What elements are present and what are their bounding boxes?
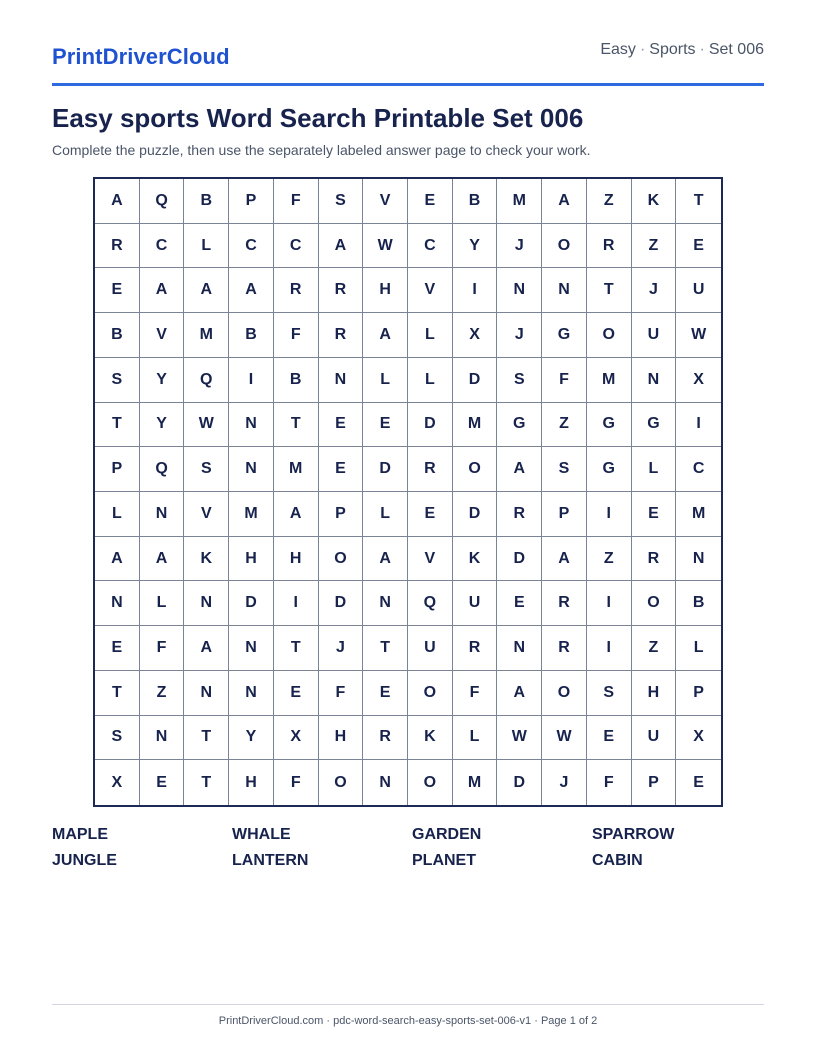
grid-cell[interactable]: L: [363, 492, 408, 537]
grid-cell[interactable]: K: [453, 537, 498, 582]
grid-cell[interactable]: T: [587, 268, 632, 313]
grid-cell[interactable]: X: [676, 358, 721, 403]
grid-cell[interactable]: F: [587, 760, 632, 805]
grid-cell[interactable]: N: [95, 581, 140, 626]
grid-cell[interactable]: O: [319, 537, 364, 582]
page-footer: [52, 1004, 764, 1027]
grid-cell[interactable]: V: [184, 492, 229, 537]
grid-cell[interactable]: P: [319, 492, 364, 537]
grid-cell[interactable]: G: [587, 403, 632, 448]
grid-cell[interactable]: I: [229, 358, 274, 403]
breadcrumb-separator: ·: [699, 41, 705, 58]
grid-cell[interactable]: B: [453, 179, 498, 224]
grid-cell[interactable]: V: [408, 268, 453, 313]
grid-cell[interactable]: V: [363, 179, 408, 224]
grid-cell[interactable]: B: [274, 358, 319, 403]
grid-cell[interactable]: I: [587, 492, 632, 537]
grid-cell[interactable]: U: [632, 313, 677, 358]
page-subtitle: Complete the puzzle, then use the separately labeled answer page to check your work.: [52, 142, 591, 158]
grid-cell[interactable]: I: [676, 403, 721, 448]
grid-cell[interactable]: W: [363, 224, 408, 269]
grid-cell[interactable]: N: [184, 581, 229, 626]
grid-cell[interactable]: P: [632, 760, 677, 805]
grid-cell[interactable]: L: [363, 358, 408, 403]
grid-cell[interactable]: O: [632, 581, 677, 626]
grid-cell[interactable]: B: [229, 313, 274, 358]
grid-cell[interactable]: P: [95, 447, 140, 492]
grid-cell[interactable]: R: [319, 313, 364, 358]
grid-cell[interactable]: M: [229, 492, 274, 537]
footer-separator: ·: [534, 1015, 541, 1027]
grid-cell[interactable]: C: [676, 447, 721, 492]
grid-cell[interactable]: W: [542, 716, 587, 761]
grid-cell[interactable]: Z: [587, 537, 632, 582]
grid-cell[interactable]: A: [140, 268, 185, 313]
grid-cell[interactable]: Q: [140, 447, 185, 492]
grid-cell[interactable]: J: [542, 760, 587, 805]
page-header: [52, 38, 764, 86]
grid-cell[interactable]: Y: [453, 224, 498, 269]
word-list-item: CABIN: [592, 852, 643, 869]
grid-cell[interactable]: E: [632, 492, 677, 537]
grid-cell[interactable]: S: [542, 447, 587, 492]
grid-cell[interactable]: S: [95, 716, 140, 761]
breadcrumb-separator: ·: [639, 41, 646, 58]
grid-cell[interactable]: B: [676, 581, 721, 626]
grid-cell[interactable]: E: [95, 268, 140, 313]
grid-cell[interactable]: H: [363, 268, 408, 313]
grid-cell[interactable]: A: [363, 537, 408, 582]
grid-cell[interactable]: N: [184, 671, 229, 716]
grid-cell[interactable]: R: [542, 626, 587, 671]
grid-cell[interactable]: E: [319, 403, 364, 448]
grid-cell[interactable]: U: [632, 716, 677, 761]
grid-cell[interactable]: D: [497, 760, 542, 805]
grid-cell[interactable]: L: [408, 313, 453, 358]
grid-cell[interactable]: A: [363, 313, 408, 358]
grid-cell[interactable]: N: [542, 268, 587, 313]
grid-cell[interactable]: R: [319, 268, 364, 313]
word-list-item: MAPLE: [52, 826, 108, 843]
grid-cell[interactable]: B: [184, 179, 229, 224]
grid-cell[interactable]: N: [632, 358, 677, 403]
grid-cell[interactable]: N: [140, 492, 185, 537]
grid-cell[interactable]: T: [184, 716, 229, 761]
grid-cell[interactable]: F: [453, 671, 498, 716]
grid-cell[interactable]: F: [542, 358, 587, 403]
breadcrumb: [600, 41, 764, 59]
grid-cell[interactable]: C: [408, 224, 453, 269]
grid-cell[interactable]: W: [497, 716, 542, 761]
grid-cell[interactable]: N: [676, 537, 721, 582]
grid-cell[interactable]: Y: [229, 716, 274, 761]
grid-cell[interactable]: X: [676, 716, 721, 761]
grid-cell[interactable]: I: [274, 581, 319, 626]
grid-cell[interactable]: J: [632, 268, 677, 313]
grid-cell[interactable]: Y: [140, 403, 185, 448]
grid-cell[interactable]: P: [542, 492, 587, 537]
grid-cell[interactable]: K: [632, 179, 677, 224]
grid-cell[interactable]: J: [319, 626, 364, 671]
grid-cell[interactable]: F: [319, 671, 364, 716]
grid-cell[interactable]: O: [453, 447, 498, 492]
breadcrumb-item-topic[interactable]: Sports: [649, 41, 696, 58]
grid-cell[interactable]: D: [453, 358, 498, 403]
grid-cell[interactable]: O: [408, 760, 453, 805]
grid-cell[interactable]: A: [542, 179, 587, 224]
grid-cell[interactable]: L: [140, 581, 185, 626]
grid-cell[interactable]: R: [274, 268, 319, 313]
grid-cell[interactable]: M: [453, 760, 498, 805]
grid-cell[interactable]: Q: [184, 358, 229, 403]
grid-cell[interactable]: S: [497, 358, 542, 403]
grid-cell[interactable]: P: [676, 671, 721, 716]
grid-cell[interactable]: O: [408, 671, 453, 716]
grid-cell[interactable]: N: [497, 626, 542, 671]
grid-cell[interactable]: N: [363, 760, 408, 805]
grid-cell[interactable]: N: [497, 268, 542, 313]
grid-cell[interactable]: H: [229, 760, 274, 805]
grid-cell[interactable]: Z: [632, 626, 677, 671]
grid-cell[interactable]: N: [229, 403, 274, 448]
grid-cell[interactable]: E: [587, 716, 632, 761]
grid-cell[interactable]: T: [95, 403, 140, 448]
grid-cell[interactable]: T: [274, 626, 319, 671]
grid-cell[interactable]: F: [140, 626, 185, 671]
word-list-item: SPARROW: [592, 826, 675, 843]
grid-cell[interactable]: J: [497, 313, 542, 358]
grid-cell[interactable]: D: [363, 447, 408, 492]
grid-cell[interactable]: I: [587, 581, 632, 626]
grid-cell[interactable]: X: [95, 760, 140, 805]
grid-cell[interactable]: W: [676, 313, 721, 358]
grid-cell[interactable]: F: [274, 179, 319, 224]
grid-cell[interactable]: N: [229, 626, 274, 671]
grid-cell[interactable]: U: [408, 626, 453, 671]
grid-cell[interactable]: M: [676, 492, 721, 537]
grid-cell[interactable]: R: [95, 224, 140, 269]
grid-cell[interactable]: D: [453, 492, 498, 537]
word-list-item: JUNGLE: [52, 852, 117, 869]
grid-cell[interactable]: O: [542, 224, 587, 269]
grid-cell[interactable]: V: [140, 313, 185, 358]
grid-cell[interactable]: R: [587, 224, 632, 269]
grid-cell[interactable]: A: [274, 492, 319, 537]
grid-cell[interactable]: A: [497, 671, 542, 716]
grid-cell[interactable]: M: [274, 447, 319, 492]
grid-cell[interactable]: Z: [632, 224, 677, 269]
grid-cell[interactable]: H: [229, 537, 274, 582]
grid-cell[interactable]: M: [497, 179, 542, 224]
grid-cell[interactable]: T: [184, 760, 229, 805]
grid-cell[interactable]: M: [453, 403, 498, 448]
grid-cell[interactable]: R: [632, 537, 677, 582]
grid-cell[interactable]: D: [319, 581, 364, 626]
grid-cell[interactable]: G: [632, 403, 677, 448]
grid-cell[interactable]: L: [408, 358, 453, 403]
grid-cell[interactable]: E: [319, 447, 364, 492]
grid-cell[interactable]: V: [408, 537, 453, 582]
grid-cell[interactable]: A: [184, 268, 229, 313]
grid-cell[interactable]: L: [95, 492, 140, 537]
grid-cell[interactable]: U: [453, 581, 498, 626]
grid-cell[interactable]: J: [497, 224, 542, 269]
grid-cell[interactable]: E: [274, 671, 319, 716]
grid-cell[interactable]: Q: [408, 581, 453, 626]
grid-cell[interactable]: E: [363, 403, 408, 448]
grid-cell[interactable]: R: [453, 626, 498, 671]
grid-cell[interactable]: E: [95, 626, 140, 671]
footer-code: pdc-word-search-easy-sports-set-006-v1: [333, 1015, 532, 1027]
grid-cell[interactable]: Q: [140, 179, 185, 224]
grid-cell[interactable]: I: [587, 626, 632, 671]
grid-cell[interactable]: U: [676, 268, 721, 313]
word-search-grid: [93, 177, 723, 807]
word-list-item: GARDEN: [412, 826, 482, 843]
breadcrumb-item-set[interactable]: Set 006: [708, 41, 764, 58]
grid-cell[interactable]: H: [274, 537, 319, 582]
grid-cell[interactable]: D: [408, 403, 453, 448]
grid-cell[interactable]: E: [408, 179, 453, 224]
grid-cell[interactable]: A: [542, 537, 587, 582]
grid-cell[interactable]: T: [95, 671, 140, 716]
grid-cell[interactable]: Z: [587, 179, 632, 224]
grid-cell[interactable]: N: [229, 671, 274, 716]
grid-cell[interactable]: N: [140, 716, 185, 761]
grid-cell[interactable]: I: [453, 268, 498, 313]
grid-cell[interactable]: A: [95, 537, 140, 582]
grid-cell[interactable]: W: [184, 403, 229, 448]
grid-cell[interactable]: R: [408, 447, 453, 492]
footer-page: Page 1 of 2: [540, 1015, 598, 1027]
grid-cell[interactable]: O: [587, 313, 632, 358]
grid-cell[interactable]: N: [319, 358, 364, 403]
grid-cell[interactable]: S: [184, 447, 229, 492]
grid-cell[interactable]: T: [676, 179, 721, 224]
grid-cell[interactable]: A: [140, 537, 185, 582]
grid-cell[interactable]: G: [497, 403, 542, 448]
grid-cell[interactable]: L: [184, 224, 229, 269]
grid-cell[interactable]: G: [587, 447, 632, 492]
grid-cell[interactable]: D: [229, 581, 274, 626]
grid-cell[interactable]: Y: [140, 358, 185, 403]
grid-cell[interactable]: N: [229, 447, 274, 492]
grid-cell[interactable]: N: [363, 581, 408, 626]
grid-cell[interactable]: E: [676, 224, 721, 269]
grid-cell[interactable]: S: [95, 358, 140, 403]
grid-cell[interactable]: H: [319, 716, 364, 761]
grid-cell[interactable]: E: [497, 581, 542, 626]
grid-cell[interactable]: F: [274, 313, 319, 358]
word-list: [52, 826, 772, 878]
grid-cell[interactable]: C: [140, 224, 185, 269]
grid-cell[interactable]: A: [497, 447, 542, 492]
grid-cell[interactable]: S: [587, 671, 632, 716]
grid-cell[interactable]: A: [184, 626, 229, 671]
grid-cell[interactable]: A: [229, 268, 274, 313]
grid-cell[interactable]: O: [319, 760, 364, 805]
grid-cell[interactable]: Z: [140, 671, 185, 716]
word-list-item: PLANET: [412, 852, 476, 869]
grid-cell[interactable]: C: [274, 224, 319, 269]
grid-cell[interactable]: X: [453, 313, 498, 358]
grid-cell[interactable]: L: [453, 716, 498, 761]
grid-cell[interactable]: M: [184, 313, 229, 358]
grid-cell[interactable]: L: [632, 447, 677, 492]
grid-cell[interactable]: X: [274, 716, 319, 761]
grid-cell[interactable]: D: [497, 537, 542, 582]
grid-cell[interactable]: B: [95, 313, 140, 358]
word-list-item: LANTERN: [232, 852, 309, 869]
grid-cell[interactable]: H: [632, 671, 677, 716]
grid-cell[interactable]: S: [319, 179, 364, 224]
footer-site[interactable]: PrintDriverCloud.com: [218, 1015, 324, 1027]
grid-cell[interactable]: E: [363, 671, 408, 716]
grid-cell[interactable]: R: [363, 716, 408, 761]
grid-cell[interactable]: R: [542, 581, 587, 626]
grid-cell[interactable]: A: [319, 224, 364, 269]
brand-logo-text[interactable]: PrintDriverCloud: [52, 44, 230, 69]
grid-cell[interactable]: L: [676, 626, 721, 671]
grid-cell[interactable]: P: [229, 179, 274, 224]
grid-cell[interactable]: E: [693, 773, 704, 791]
page-title: Easy sports Word Search Printable Set 006: [52, 103, 584, 133]
grid-cell[interactable]: G: [542, 313, 587, 358]
grid-cell[interactable]: E: [140, 760, 185, 805]
grid-cell[interactable]: Z: [542, 403, 587, 448]
grid-cell[interactable]: T: [274, 403, 319, 448]
word-list-item: WHALE: [232, 826, 291, 843]
grid-cell[interactable]: K: [184, 537, 229, 582]
grid-cell[interactable]: O: [542, 671, 587, 716]
grid-cell[interactable]: M: [587, 358, 632, 403]
grid-cell[interactable]: T: [363, 626, 408, 671]
grid-cell[interactable]: A: [95, 179, 140, 224]
grid-cell[interactable]: K: [408, 716, 453, 761]
grid-cell[interactable]: E: [408, 492, 453, 537]
footer-separator: ·: [326, 1015, 334, 1027]
grid-cell[interactable]: F: [274, 760, 319, 805]
grid-cell[interactable]: R: [497, 492, 542, 537]
grid-cell[interactable]: C: [229, 224, 274, 269]
breadcrumb-item-difficulty[interactable]: Easy: [600, 41, 636, 58]
